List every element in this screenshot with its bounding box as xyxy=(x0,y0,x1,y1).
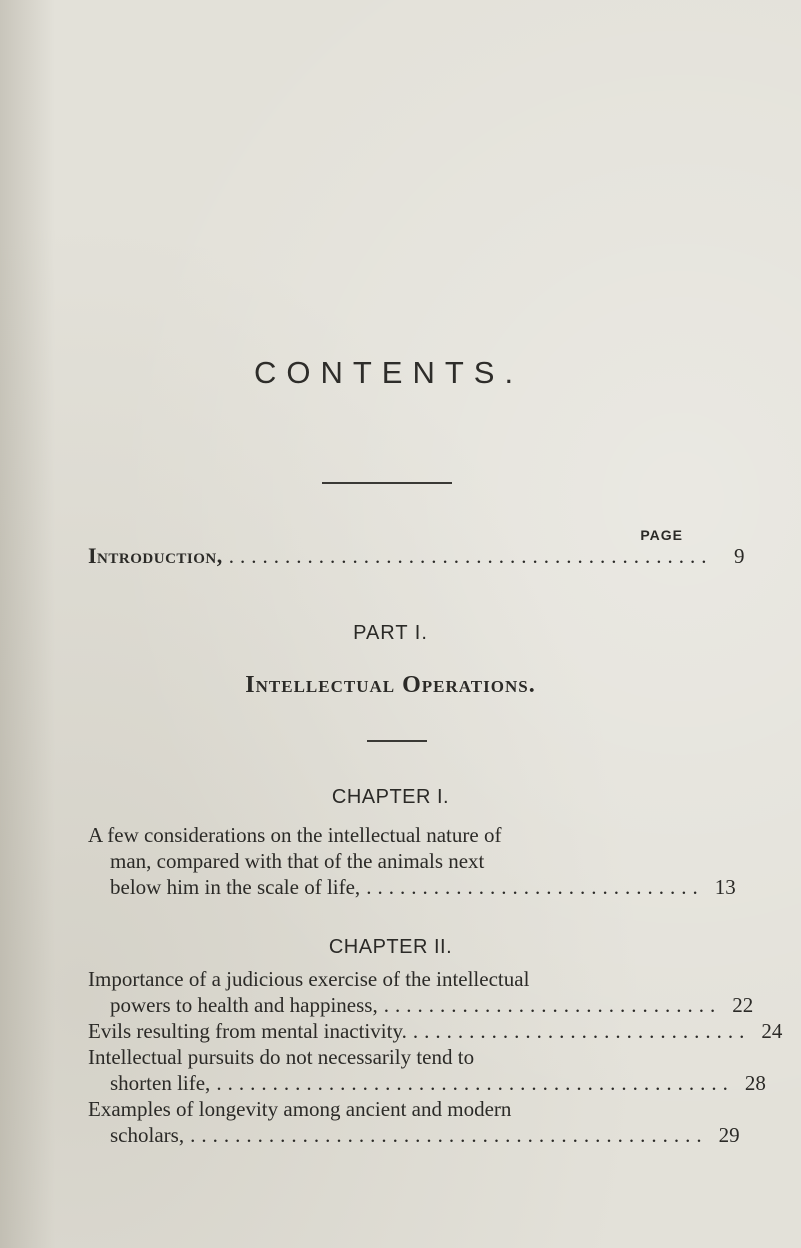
dot-leader: .............................................. xyxy=(190,1123,708,1147)
toc-entry-ch2-4 xyxy=(88,1096,740,1148)
toc-entry-text: Intellectual pursuits do not necessarily tend to xyxy=(88,1045,475,1069)
toc-entry-text: scholars, xyxy=(110,1123,185,1147)
toc-page-number: 13 xyxy=(714,875,736,899)
toc-entry-text: powers to health and happiness, xyxy=(110,993,378,1017)
part-subtitle: Intellectual Operations. xyxy=(245,672,536,698)
toc-entry-introduction xyxy=(88,543,745,569)
page-column-label: PAGE xyxy=(640,527,683,543)
toc-page-number: 24 xyxy=(761,1019,783,1043)
toc-page-number: 29 xyxy=(718,1123,740,1147)
toc-entry-ch1-1 xyxy=(88,822,736,900)
toc-page-number: 22 xyxy=(732,993,754,1017)
part-title: PART I. xyxy=(353,622,428,644)
toc-entry-text: Introduction, xyxy=(88,543,223,568)
dot-leader: .............................. xyxy=(366,875,704,899)
part-rule xyxy=(367,740,427,742)
toc-entry-text: shorten life, xyxy=(110,1071,211,1095)
dot-leader: ........................................... xyxy=(228,544,713,568)
toc-entry-text: Importance of a judicious exercise of the intellectual xyxy=(88,967,530,991)
dot-leader: .............................. xyxy=(412,1019,751,1043)
toc-page-number: 9 xyxy=(734,544,745,568)
toc-entry-ch2-1 xyxy=(88,966,754,1018)
heading-rule xyxy=(322,482,452,484)
toc-entry-text: Examples of longevity among ancient and modern xyxy=(88,1097,512,1121)
toc-entry-ch2-3 xyxy=(88,1044,766,1096)
toc-entry-text: below him in the scale of life, xyxy=(110,875,361,899)
dot-leader: .............................. xyxy=(383,993,722,1017)
toc-entry-ch2-2 xyxy=(88,1018,783,1044)
chapter-2-title: CHAPTER II. xyxy=(328,936,453,958)
toc-page-number: 28 xyxy=(744,1071,766,1095)
contents-heading: CONTENTS. xyxy=(253,355,524,390)
toc-entry-text: A few considerations on the intellectual nature of xyxy=(88,823,502,847)
chapter-1-title: CHAPTER I. xyxy=(331,786,450,808)
dot-leader: .............................................. xyxy=(216,1071,734,1095)
toc-entry-text: man, compared with that of the animals next xyxy=(110,849,485,873)
toc-entry-text: Evils resulting from mental inactivity. xyxy=(88,1019,407,1043)
